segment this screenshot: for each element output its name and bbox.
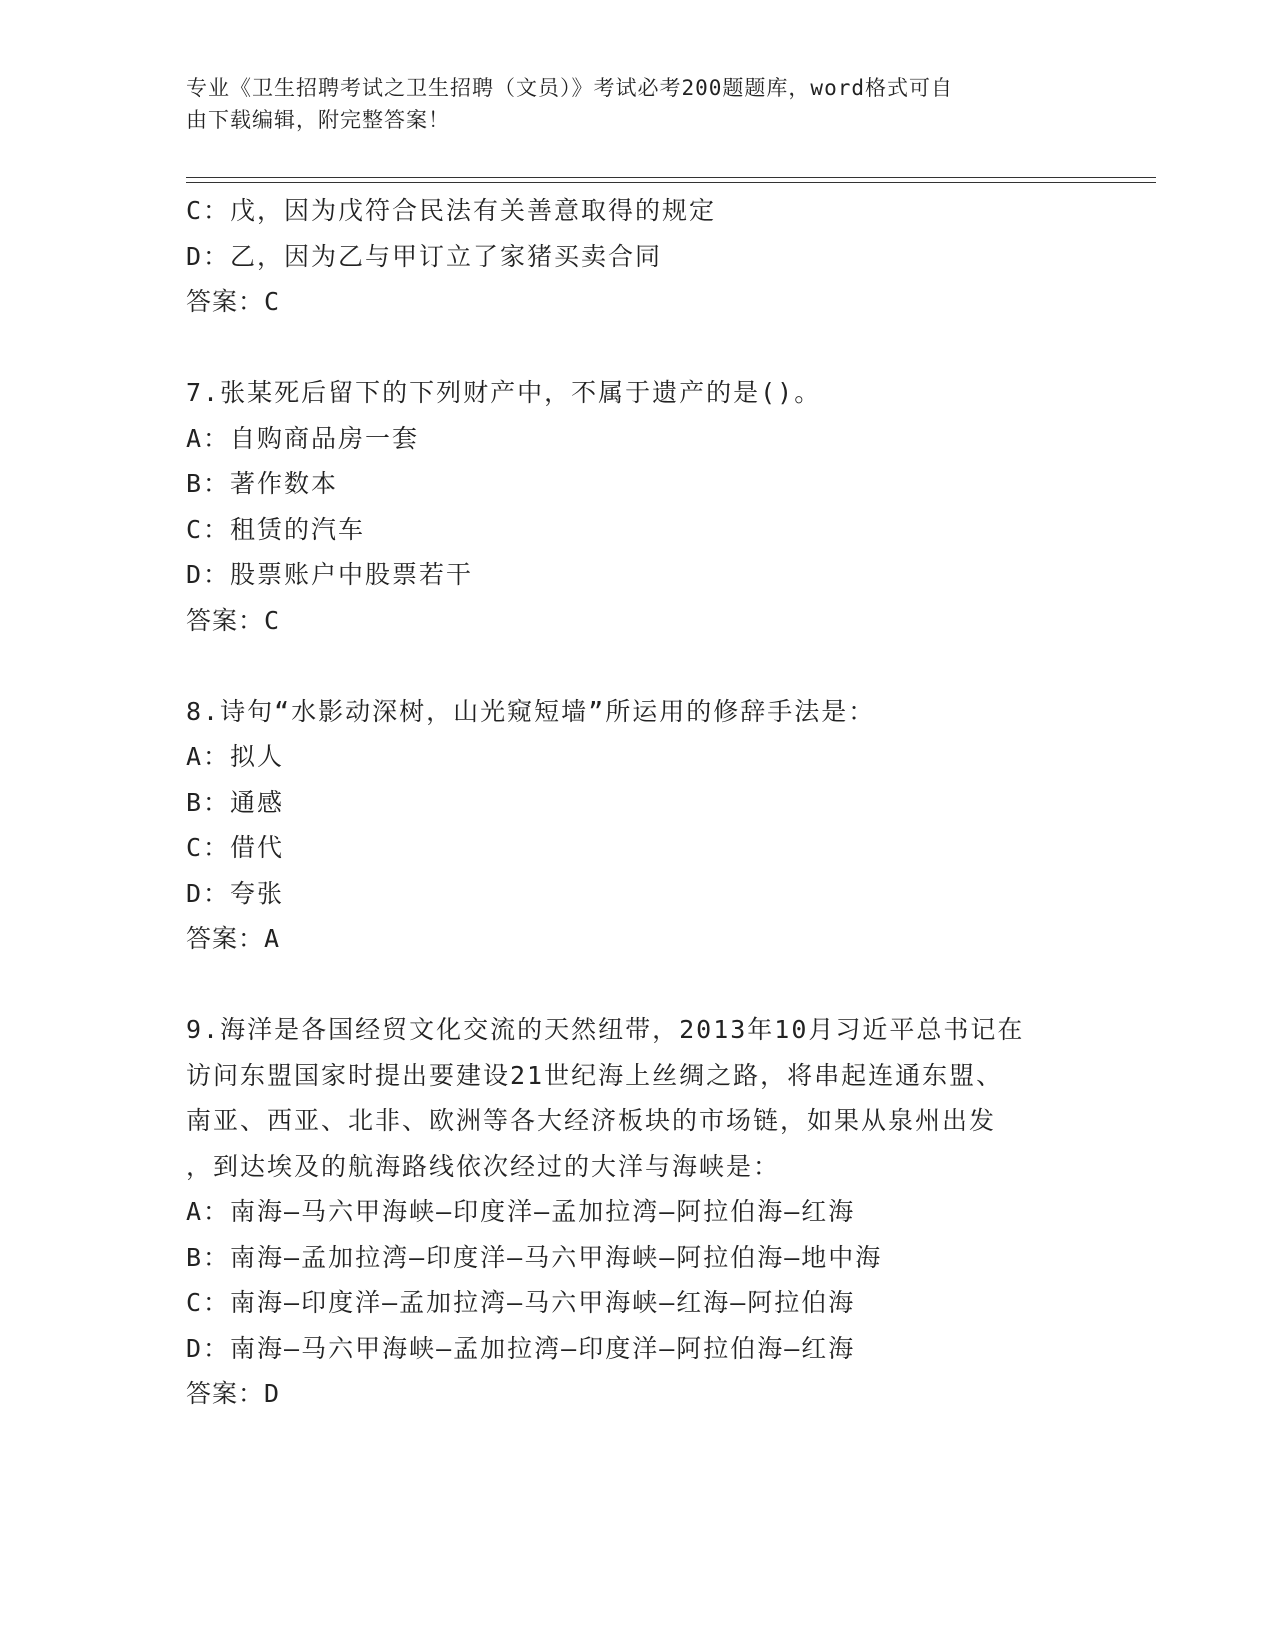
question-9 <box>186 1007 1106 1417</box>
q8-option-d: D：夸张 <box>186 878 285 908</box>
header-line-1: 专业《卫生招聘考试之卫生招聘（文员）》考试必考200题题库，word格式可自 <box>186 76 953 100</box>
q7-option-a: A：自购商品房一套 <box>186 423 420 453</box>
question-8 <box>186 689 1106 962</box>
q6-answer: 答案：C <box>186 287 281 316</box>
q9-option-a: A：南海—马六甲海峡—印度洋—孟加拉湾—阿拉伯海—红海 <box>186 1197 856 1226</box>
q9-option-c: C：南海—印度洋—孟加拉湾—马六甲海峡—红海—阿拉伯海 <box>186 1288 856 1317</box>
header-divider-bottom <box>186 182 1156 183</box>
q7-answer: 答案：C <box>186 605 281 635</box>
q7-option-b: B：著作数本 <box>186 469 339 498</box>
document-header <box>186 72 1086 136</box>
q6-option-c: C：戊，因为戊符合民法有关善意取得的规定 <box>186 196 717 225</box>
q8-answer: 答案：A <box>186 924 281 953</box>
q9-option-b: B：南海—孟加拉湾—印度洋—马六甲海峡—阿拉伯海—地中海 <box>186 1242 883 1272</box>
q9-stem-line-1: 9.海洋是各国经贸文化交流的天然纽带，2013年10月习近平总书记在 <box>186 1015 1025 1044</box>
spacer <box>186 325 1106 371</box>
q9-option-d: D：南海—马六甲海峡—孟加拉湾—印度洋—阿拉伯海—红海 <box>186 1333 856 1363</box>
question-list <box>186 188 1106 1417</box>
q9-answer: 答案：D <box>186 1379 281 1408</box>
question-7 <box>186 370 1106 643</box>
q8-option-c: C：借代 <box>186 833 285 862</box>
q7-stem: 7.张某死后留下的下列财产中，不属于遗产的是()。 <box>186 378 822 407</box>
header-divider-top <box>186 177 1156 178</box>
q7-option-c: C：租赁的汽车 <box>186 514 366 544</box>
question-6-tail <box>186 188 1106 325</box>
q6-option-d: D：乙，因为乙与甲订立了家猪买卖合同 <box>186 241 663 271</box>
q8-option-a: A：拟人 <box>186 742 285 771</box>
q9-stem-line-3: 南亚、西亚、北非、欧洲等各大经济板块的市场链，如果从泉州出发 <box>186 1106 997 1135</box>
q9-stem-line-2: 访问东盟国家时提出要建设21世纪海上丝绸之路，将串起连通东盟、 <box>186 1060 1004 1090</box>
spacer <box>186 643 1106 689</box>
spacer <box>186 962 1106 1008</box>
header-line-2: 由下载编辑，附完整答案！ <box>186 108 450 132</box>
q7-option-d: D：股票账户中股票若干 <box>186 560 474 589</box>
q9-stem-line-4: ，到达埃及的航海路线依次经过的大洋与海峡是： <box>186 1151 781 1181</box>
q8-option-b: B：通感 <box>186 787 285 817</box>
q8-stem: 8.诗句“水影动深树，山光窥短墙”所运用的修辞手法是： <box>186 696 876 726</box>
